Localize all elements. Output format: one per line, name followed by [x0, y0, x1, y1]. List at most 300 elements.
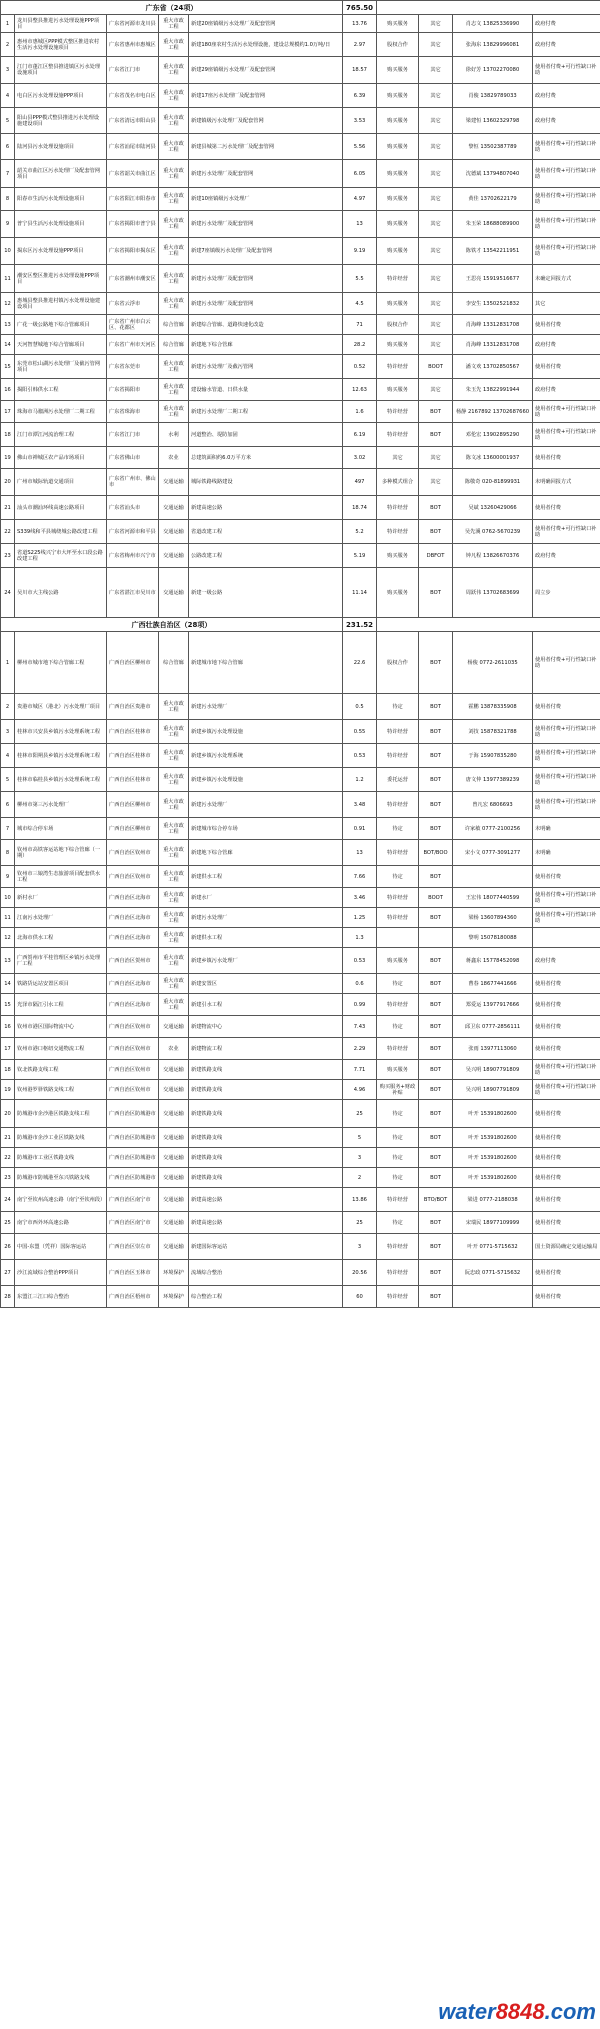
cell-inv: 1.3: [343, 928, 377, 948]
cell-type: BOT: [419, 1260, 453, 1286]
table-row: [1, 568, 600, 618]
cell-content: 省道改建工程: [189, 520, 343, 544]
cell-name: 城市综合停车场: [15, 818, 107, 840]
cell-loc: 广西自治区桂林市: [107, 744, 159, 768]
cell-name: 省道S225线兴宁市大坪至水口段公路改建工程: [15, 544, 107, 568]
cell-name: 江南污水处理厂: [15, 908, 107, 928]
cell-no: 24: [1, 568, 15, 618]
cell-return: 使用者付费+可行性缺口补助: [533, 1060, 600, 1080]
cell-no: 2: [1, 33, 15, 57]
cell-type: BOT: [419, 1168, 453, 1188]
cell-cat: 重大市政工程: [159, 401, 189, 423]
cell-contact: 宋小文 0777-3091277: [453, 840, 533, 866]
cell-type: BOT: [419, 1286, 453, 1308]
cell-loc: 广东省湛江市吴川市: [107, 568, 159, 618]
cell-content: 新建物流工程: [189, 1038, 343, 1060]
table-row: [1, 265, 600, 293]
cell-inv: 28.2: [343, 335, 377, 355]
cell-return: 使用者付费+可行性缺口补助: [533, 632, 600, 694]
cell-no: 21: [1, 1128, 15, 1148]
cell-mode: 购买服务: [377, 108, 419, 134]
cell-loc: 广西自治区桂林市: [107, 768, 159, 792]
cell-contact: 陈铁才 13542211951: [453, 238, 533, 265]
cell-mode: 购买服务: [377, 335, 419, 355]
table-row: [1, 994, 600, 1016]
cell-inv: 18.74: [343, 496, 377, 520]
cell-inv: 0.55: [343, 720, 377, 744]
cell-type: BOT: [419, 1060, 453, 1080]
cell-contact: 叶开 0771-5715632: [453, 1234, 533, 1260]
cell-mode: 购买服务: [377, 84, 419, 108]
cell-contact: 肖海峰 13312831708: [453, 335, 533, 355]
cell-name: 桂林市兴安县乡镇污水处理系统工程: [15, 720, 107, 744]
cell-type: BOT: [419, 568, 453, 618]
cell-return: 国土资源局确定交通运输局: [533, 1234, 600, 1260]
cell-return: 使用者付费: [533, 1100, 600, 1128]
cell-cat: 交通运输: [159, 1234, 189, 1260]
cell-name: 电白区污水处理设施PPP项目: [15, 84, 107, 108]
cell-type: BOT: [419, 768, 453, 792]
cell-name: 普宁县生活污水处理设施项目: [15, 211, 107, 238]
cell-name: 汕头市潮汕环线高速公路项目: [15, 496, 107, 520]
cell-loc: 广东省珠海市: [107, 401, 159, 423]
cell-type: BOT: [419, 423, 453, 447]
cell-type: BOT: [419, 908, 453, 928]
cell-no: 26: [1, 1234, 15, 1260]
cell-contact: 肖志文 13825336990: [453, 15, 533, 33]
cell-return: 使用者付费+可行性缺口补助: [533, 520, 600, 544]
cell-mode: 购买服务: [377, 568, 419, 618]
cell-mode: 购买服务: [377, 57, 419, 84]
cell-return: 使用者付费+可行性缺口补助: [533, 238, 600, 265]
cell-inv: 7.43: [343, 1016, 377, 1038]
cell-name: 广州市城际轨道交通项目: [15, 469, 107, 496]
cell-cat: 交通运输: [159, 568, 189, 618]
cell-return: 使用者付费+可行性缺口补助: [533, 768, 600, 792]
cell-content: 流域综合整治: [189, 1260, 343, 1286]
cell-contact: 黎恒 13502387789: [453, 134, 533, 160]
cell-type: BOT: [419, 496, 453, 520]
cell-contact: 吴兴明 18907791809: [453, 1060, 533, 1080]
table-row: [1, 335, 600, 355]
cell-content: 新建铁路支线: [189, 1080, 343, 1100]
cell-content: 新建引水工程: [189, 994, 343, 1016]
cell-mode: 购买服务: [377, 1060, 419, 1080]
cell-cat: 水利: [159, 423, 189, 447]
cell-type: [419, 928, 453, 948]
cell-cat: 环境保护: [159, 1260, 189, 1286]
cell-type: DBFOT: [419, 544, 453, 568]
cell-type: BOT: [419, 866, 453, 888]
cell-no: 15: [1, 355, 15, 379]
cell-no: 11: [1, 265, 15, 293]
cell-type: 其它: [419, 33, 453, 57]
cell-inv: 60: [343, 1286, 377, 1308]
cell-content: 总建筑面积约6.0万平方米: [189, 447, 343, 469]
table-row: [1, 544, 600, 568]
cell-type: BOT: [419, 632, 453, 694]
cell-contact: 梁杨 13607894360: [453, 908, 533, 928]
cell-name: 南宁至钦州高速公路（南宁至钦州段）: [15, 1188, 107, 1212]
cell-return: 使用者付费: [533, 447, 600, 469]
cell-loc: 广西自治区南宁市: [107, 1212, 159, 1234]
cell-content: 新建高速公路: [189, 1188, 343, 1212]
table-row: [1, 792, 600, 818]
cell-loc: 广东省惠州市惠城区: [107, 33, 159, 57]
cell-return: 未明确: [533, 818, 600, 840]
cell-no: 1: [1, 632, 15, 694]
cell-cat: 环境保护: [159, 1286, 189, 1308]
table-row: [1, 768, 600, 792]
cell-mode: 待定: [377, 866, 419, 888]
cell-content: 新建乡镇污水处理设施: [189, 768, 343, 792]
cell-inv: 6.19: [343, 423, 377, 447]
cell-no: 23: [1, 544, 15, 568]
cell-no: 19: [1, 1080, 15, 1100]
cell-content: 新建29座镇级污水处理厂及配套管网: [189, 57, 343, 84]
cell-inv: 6.39: [343, 84, 377, 108]
cell-no: 3: [1, 57, 15, 84]
cell-name: 江门市潭江河流治理工程: [15, 423, 107, 447]
cell-type: BOT: [419, 1128, 453, 1148]
cell-cat: 重大市政工程: [159, 866, 189, 888]
table-row: [1, 355, 600, 379]
cell-content: 新建乡镇污水处理厂: [189, 948, 343, 974]
cell-cat: 交通运输: [159, 469, 189, 496]
cell-loc: 广东省河源市和平县: [107, 520, 159, 544]
cell-inv: 3: [343, 1234, 377, 1260]
cell-mode: 购买服务: [377, 160, 419, 188]
cell-name: 钦州市港区国际物流中心: [15, 1016, 107, 1038]
table-row: [1, 108, 600, 134]
cell-mode: 其它: [377, 447, 419, 469]
cell-no: 8: [1, 840, 15, 866]
cell-no: 24: [1, 1188, 15, 1212]
table-row: [1, 888, 600, 908]
cell-cat: 重大市政工程: [159, 888, 189, 908]
cell-return: 使用者付费: [533, 1212, 600, 1234]
cell-mode: 特许经营: [377, 1234, 419, 1260]
cell-loc: 广西自治区贵港市: [107, 694, 159, 720]
cell-inv: 20.56: [343, 1260, 377, 1286]
cell-inv: 5: [343, 1128, 377, 1148]
cell-loc: 广东省茂名市电白区: [107, 84, 159, 108]
cell-cat: 重大市政工程: [159, 908, 189, 928]
section-header: [1, 1, 600, 15]
cell-return: 使用者付费+可行性缺口补助: [533, 1080, 600, 1100]
cell-loc: 广东省广州市、佛山市: [107, 469, 159, 496]
cell-cat: 交通运输: [159, 1168, 189, 1188]
table-row: [1, 188, 600, 211]
cell-cat: 重大市政工程: [159, 355, 189, 379]
cell-content: 新建污水处理厂: [189, 694, 343, 720]
cell-return: 使用者付费+可行性缺口补助: [533, 401, 600, 423]
cell-mode: 待定: [377, 818, 419, 840]
cell-no: 17: [1, 1038, 15, 1060]
cell-name: 防城港市防城港至东兴铁路支线: [15, 1168, 107, 1188]
cell-loc: 广西自治区玉林市: [107, 1260, 159, 1286]
cell-mode: 待定: [377, 1128, 419, 1148]
cell-inv: 11.14: [343, 568, 377, 618]
cell-loc: 广西自治区崇左市: [107, 1234, 159, 1260]
table-row: [1, 379, 600, 401]
cell-return: 使用者付费: [533, 866, 600, 888]
cell-name: 中国-东盟（凭祥）国际客运站: [15, 1234, 107, 1260]
cell-type: BOT: [419, 744, 453, 768]
cell-return: 使用者付费: [533, 1016, 600, 1038]
cell-mode: 购买服务: [377, 948, 419, 974]
cell-content: 新建20座镇级污水处理厂及配套管网: [189, 15, 343, 33]
table-row: [1, 948, 600, 974]
section-blank: [377, 618, 600, 632]
cell-name: 钦州港罗驿铁路支线工程: [15, 1080, 107, 1100]
cell-loc: 广东省江门市: [107, 57, 159, 84]
cell-contact: 李安生 13502521832: [453, 293, 533, 315]
cell-no: 18: [1, 423, 15, 447]
cell-inv: 0.99: [343, 994, 377, 1016]
cell-loc: 广东省佛山市: [107, 447, 159, 469]
cell-name: 北海市供水工程: [15, 928, 107, 948]
cell-contact: 张雨 13977113060: [453, 1038, 533, 1060]
cell-cat: 重大市政工程: [159, 840, 189, 866]
cell-loc: 广西自治区北海市: [107, 908, 159, 928]
table-row: [1, 84, 600, 108]
cell-loc: 广西自治区柳州市: [107, 818, 159, 840]
cell-return: 使用者付费: [533, 1260, 600, 1286]
cell-return: 使用者付费+可行性缺口补助: [533, 57, 600, 84]
cell-mode: 多种模式组合: [377, 469, 419, 496]
cell-contact: 王宏伟 18077440599: [453, 888, 533, 908]
cell-no: 2: [1, 694, 15, 720]
cell-type: 其它: [419, 108, 453, 134]
cell-mode: 购买服务: [377, 238, 419, 265]
cell-mode: 特许经营: [377, 720, 419, 744]
cell-type: 其它: [419, 134, 453, 160]
cell-return: 使用者付费: [533, 315, 600, 335]
cell-no: 10: [1, 888, 15, 908]
cell-mode: 特许经营: [377, 520, 419, 544]
cell-name: 吴川市大主线公路: [15, 568, 107, 618]
cell-name: 陆河县污水处理设施项目: [15, 134, 107, 160]
cell-cat: 重大市政工程: [159, 379, 189, 401]
cell-contact: 邓伦宏 13902895290: [453, 423, 533, 447]
cell-mode: 股权合作: [377, 33, 419, 57]
table-row: [1, 1148, 600, 1168]
cell-type: 其它: [419, 447, 453, 469]
cell-cat: 综合管廊: [159, 632, 189, 694]
cell-type: BOT: [419, 1234, 453, 1260]
cell-inv: 13.76: [343, 15, 377, 33]
cell-no: 4: [1, 744, 15, 768]
cell-content: 新建污水处理厂及配套管网: [189, 293, 343, 315]
cell-contact: 宋瑞民 18977109999: [453, 1212, 533, 1234]
cell-cat: 交通运输: [159, 1212, 189, 1234]
table-row: [1, 818, 600, 840]
cell-type: BOT: [419, 694, 453, 720]
cell-contact: [453, 866, 533, 888]
cell-cat: 重大市政工程: [159, 134, 189, 160]
cell-content: 新建10座镇级污水处理厂: [189, 188, 343, 211]
cell-mode: 股权合作: [377, 632, 419, 694]
cell-no: 3: [1, 720, 15, 744]
cell-no: 18: [1, 1060, 15, 1080]
cell-name: 天河智慧城地下综合管廊项目: [15, 335, 107, 355]
cell-loc: 广东省云浮市: [107, 293, 159, 315]
cell-cat: 交通运输: [159, 544, 189, 568]
cell-type: 其它: [419, 265, 453, 293]
cell-no: 17: [1, 401, 15, 423]
cell-mode: 待定: [377, 1016, 419, 1038]
cell-loc: 广西自治区钦州市: [107, 840, 159, 866]
section-title: 广西壮族自治区（28项）: [1, 618, 343, 632]
cell-return: 政府付费: [533, 335, 600, 355]
cell-type: BOT: [419, 948, 453, 974]
cell-cat: 重大市政工程: [159, 768, 189, 792]
table-row: [1, 160, 600, 188]
cell-return: 未明确: [533, 840, 600, 866]
cell-return: 使用者付费: [533, 1038, 600, 1060]
cell-contact: 朱玉先 13822991944: [453, 379, 533, 401]
section-total: 765.50: [343, 1, 377, 15]
cell-type: BTO/BOT: [419, 1188, 453, 1212]
cell-contact: 曾凡宏 6806693: [453, 792, 533, 818]
cell-contact: 许家敏 0777-2100256: [453, 818, 533, 840]
cell-loc: 广西自治区柳州市: [107, 792, 159, 818]
cell-loc: 广东省梅州市兴宁市: [107, 544, 159, 568]
cell-content: 新建铁路支线: [189, 1128, 343, 1148]
cell-mode: 特许经营: [377, 423, 419, 447]
cell-no: 28: [1, 1286, 15, 1308]
table-row: [1, 694, 600, 720]
cell-loc: 广西自治区防城港市: [107, 1128, 159, 1148]
cell-loc: 广西自治区钦州市: [107, 1060, 159, 1080]
cell-contact: 叶开 15391802600: [453, 1128, 533, 1148]
cell-contact: 郑爱运 13977917666: [453, 994, 533, 1016]
cell-return: 政府付费: [533, 948, 600, 974]
cell-return: 使用者付费+可行性缺口补助: [533, 908, 600, 928]
cell-return: 政府付费: [533, 15, 600, 33]
cell-no: 27: [1, 1260, 15, 1286]
cell-content: 新建乡镇污水处理设施: [189, 720, 343, 744]
cell-inv: 5.19: [343, 544, 377, 568]
cell-return: 使用者付费: [533, 355, 600, 379]
cell-loc: 广西自治区钦州市: [107, 1038, 159, 1060]
cell-inv: 4.96: [343, 1080, 377, 1100]
cell-mode: 待定: [377, 1100, 419, 1128]
cell-content: 新建国际客运站: [189, 1234, 343, 1260]
cell-loc: 广西自治区北海市: [107, 974, 159, 994]
cell-return: 使用者付费+可行性缺口补助: [533, 211, 600, 238]
cell-no: 14: [1, 335, 15, 355]
cell-inv: 5.56: [343, 134, 377, 160]
cell-name: 新村水厂: [15, 888, 107, 908]
table-row: [1, 632, 600, 694]
watermark-brand: water: [438, 1999, 496, 2024]
cell-type: 其它: [419, 188, 453, 211]
cell-contact: 王思亮 15919516677: [453, 265, 533, 293]
cell-name: 柳州市第三污水处理厂: [15, 792, 107, 818]
table-row: [1, 1080, 600, 1100]
cell-inv: 4.97: [343, 188, 377, 211]
table-row: [1, 423, 600, 447]
table-row: [1, 1188, 600, 1212]
cell-cat: 重大市政工程: [159, 948, 189, 974]
cell-return: 使用者付费+可行性缺口补助: [533, 160, 600, 188]
cell-inv: 0.52: [343, 355, 377, 379]
cell-content: 新建水厂: [189, 888, 343, 908]
cell-name: 柳州市城市地下综合管廊工程: [15, 632, 107, 694]
cell-mode: 股权合作: [377, 315, 419, 335]
cell-name: 江门市蓬江区整县推进镇区污水处理设施项目: [15, 57, 107, 84]
cell-no: 16: [1, 1016, 15, 1038]
cell-mode: 特许经营: [377, 840, 419, 866]
cell-name: 韶关市曲江区污水处理厂及配套管网项目: [15, 160, 107, 188]
cell-type: BOT: [419, 520, 453, 544]
cell-no: 21: [1, 496, 15, 520]
cell-loc: 广东省阳江市阳春市: [107, 188, 159, 211]
cell-content: 公路改建工程: [189, 544, 343, 568]
cell-loc: 广西自治区北海市: [107, 994, 159, 1016]
cell-cat: 农业: [159, 447, 189, 469]
cell-mode: 特许经营: [377, 355, 419, 379]
cell-mode: 购买服务+财政补贴: [377, 1080, 419, 1100]
cell-contact: 沈德斌 13794807040: [453, 160, 533, 188]
cell-mode: 购买服务: [377, 544, 419, 568]
cell-name: 佛山市禅城区农产品市场项目: [15, 447, 107, 469]
cell-mode: 委托运营: [377, 768, 419, 792]
cell-inv: 6.05: [343, 160, 377, 188]
cell-name: 惠城县整县推进村镇污水处理设施建设项目: [15, 293, 107, 315]
cell-cat: 重大市政工程: [159, 293, 189, 315]
cell-cat: 重大市政工程: [159, 928, 189, 948]
cell-return: 使用者付费: [533, 1128, 600, 1148]
cell-mode: 购买服务: [377, 134, 419, 160]
cell-inv: 12.63: [343, 379, 377, 401]
cell-content: 新建铁路支线: [189, 1168, 343, 1188]
cell-content: 新建铁路支线: [189, 1148, 343, 1168]
cell-loc: 广东省韶关市曲江区: [107, 160, 159, 188]
cell-no: 5: [1, 108, 15, 134]
cell-contact: 叶开 15391802600: [453, 1148, 533, 1168]
cell-type: BOOT: [419, 888, 453, 908]
cell-inv: 13: [343, 840, 377, 866]
cell-loc: 广西自治区防城港市: [107, 1100, 159, 1128]
cell-cat: 重大市政工程: [159, 188, 189, 211]
cell-content: 新建供水工程: [189, 928, 343, 948]
cell-cat: 重大市政工程: [159, 694, 189, 720]
cell-cat: 交通运输: [159, 1128, 189, 1148]
cell-return: 使用者付费+可行性缺口补助: [533, 792, 600, 818]
cell-content: 新建17座污水处理厂及配套管网: [189, 84, 343, 108]
cell-inv: 13.86: [343, 1188, 377, 1212]
watermark-suffix: .com: [544, 1999, 596, 2024]
cell-name: 光泽市隔江引水工程: [15, 994, 107, 1016]
table-row: [1, 238, 600, 265]
table-row: [1, 1038, 600, 1060]
cell-name: 珠海市马骝洲污水处理厂二期工程: [15, 401, 107, 423]
cell-cat: 农业: [159, 1038, 189, 1060]
cell-name: 桂林市临桂县乡镇污水处理系统工程: [15, 768, 107, 792]
cell-inv: 22.6: [343, 632, 377, 694]
cell-no: 7: [1, 818, 15, 840]
cell-return: [533, 928, 600, 948]
cell-no: 13: [1, 315, 15, 335]
cell-name: 防城港市企沙港区铁路支线工程: [15, 1100, 107, 1128]
cell-content: 建设输水管道、日供水量: [189, 379, 343, 401]
cell-cat: 重大市政工程: [159, 994, 189, 1016]
table-row: [1, 469, 600, 496]
cell-name: 沙江流域综合整治PPP项目: [15, 1260, 107, 1286]
